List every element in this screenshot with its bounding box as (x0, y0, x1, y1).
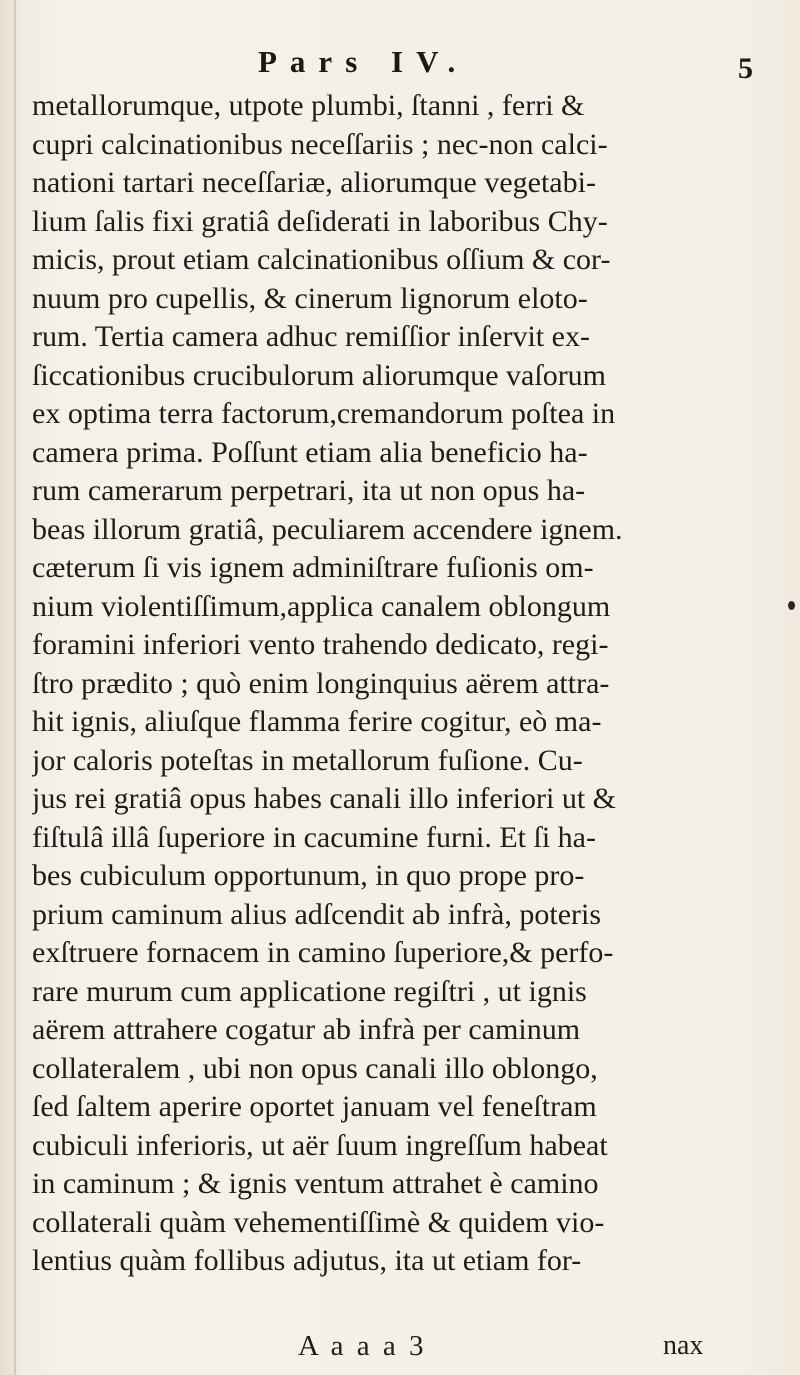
text-line: bes cubiculum opportunum, in quo prope pro- (32, 859, 585, 892)
text-line: micis, prout etiam calcinationibus oſſium & cor- (32, 243, 611, 276)
text-line: rum. Tertia camera adhuc remiſſior inſervit ex- (32, 320, 590, 353)
text-line: cæterum ſi vis ignem adminiſtrare fuſionis om- (32, 551, 594, 584)
text-line: cupri calcinationibus neceſſariis ; nec-non calci- (32, 127, 608, 161)
body-text (32, 87, 772, 1281)
text-line: prium caminum alius adſcendit ab infrà, poteris (32, 897, 602, 931)
text-line: rum camerarum perpetrari, ita ut non opus ha- (32, 474, 586, 507)
text-line: lentius quàm follibus adjutus, ita ut etiam for- (32, 1244, 582, 1277)
text-line: collaterali quàm vehementiſſimè & quidem vio- (32, 1205, 605, 1239)
text-line: nuum pro cupellis, & cinerum lignorum eloto- (32, 281, 588, 315)
text-line: jor caloris poteſtas in metallorum fuſione. Cu- (32, 743, 583, 777)
text-line: ex optima terra factorum,cremandorum poſtea in (32, 397, 616, 430)
text-line: jus rei gratiâ opus habes canali illo inferiori ut & (32, 782, 617, 815)
catchword: nax (663, 1330, 704, 1361)
text-line: lium ſalis fixi gratiâ deſiderati in laboribus Chy- (32, 204, 608, 238)
text-line: nationi tartari neceſſariæ, aliorumque vegetabi- (32, 166, 596, 199)
signature-mark: A a a a 3 (298, 1330, 427, 1362)
text-line: foramini inferiori vento trahendo dedicato, regi- (32, 628, 609, 661)
text-line: ſtro prædito ; quò enim longinquius aërem attra- (32, 666, 610, 700)
text-line: exſtruere fornacem in camino ſuperiore,& perfo- (32, 936, 614, 969)
text-line: ſiccationibus crucibulorum aliorumque vaſorum (32, 358, 607, 392)
text-line: collateralem , ubi non opus canali illo oblongo, (32, 1051, 598, 1085)
page-number: 5 (738, 52, 753, 85)
text-line: beas illorum gratiâ, peculiarem accendere ignem. (32, 512, 623, 546)
text-line: cubiculi inferioris, ut aër ſuum ingreſſum habeat (32, 1128, 608, 1162)
text-line: camera prima. Poſſunt etiam alia beneficio ha- (32, 435, 588, 469)
text-line: aërem attrahere cogatur ab infrà per caminum (32, 1013, 581, 1046)
running-head: Pars IV. (258, 44, 469, 79)
text-line: fiſtulâ illâ ſuperiore in cacumine furni. Et ſi ha- (32, 820, 596, 854)
text-line: ſed ſaltem aperire oportet januam vel feneſtram (32, 1090, 597, 1123)
text-line: metallorumque, utpote plumbi, ſtanni , ferri & (32, 89, 585, 122)
text-line: in caminum ; & ignis ventum attrahet è camino (32, 1167, 599, 1200)
page-header (0, 44, 800, 88)
text-line: rare murum cum applicatione regiſtri , ut ignis (32, 974, 587, 1008)
gutter-fold (14, 0, 16, 1375)
text-line: hit ignis, aliuſque flamma ferire cogitur, eò ma- (32, 705, 602, 738)
margin-ink-mark (788, 601, 795, 610)
text-line: nium violentiſſimum,applica canalem oblongum (32, 589, 611, 623)
page-footer (0, 1330, 800, 1370)
